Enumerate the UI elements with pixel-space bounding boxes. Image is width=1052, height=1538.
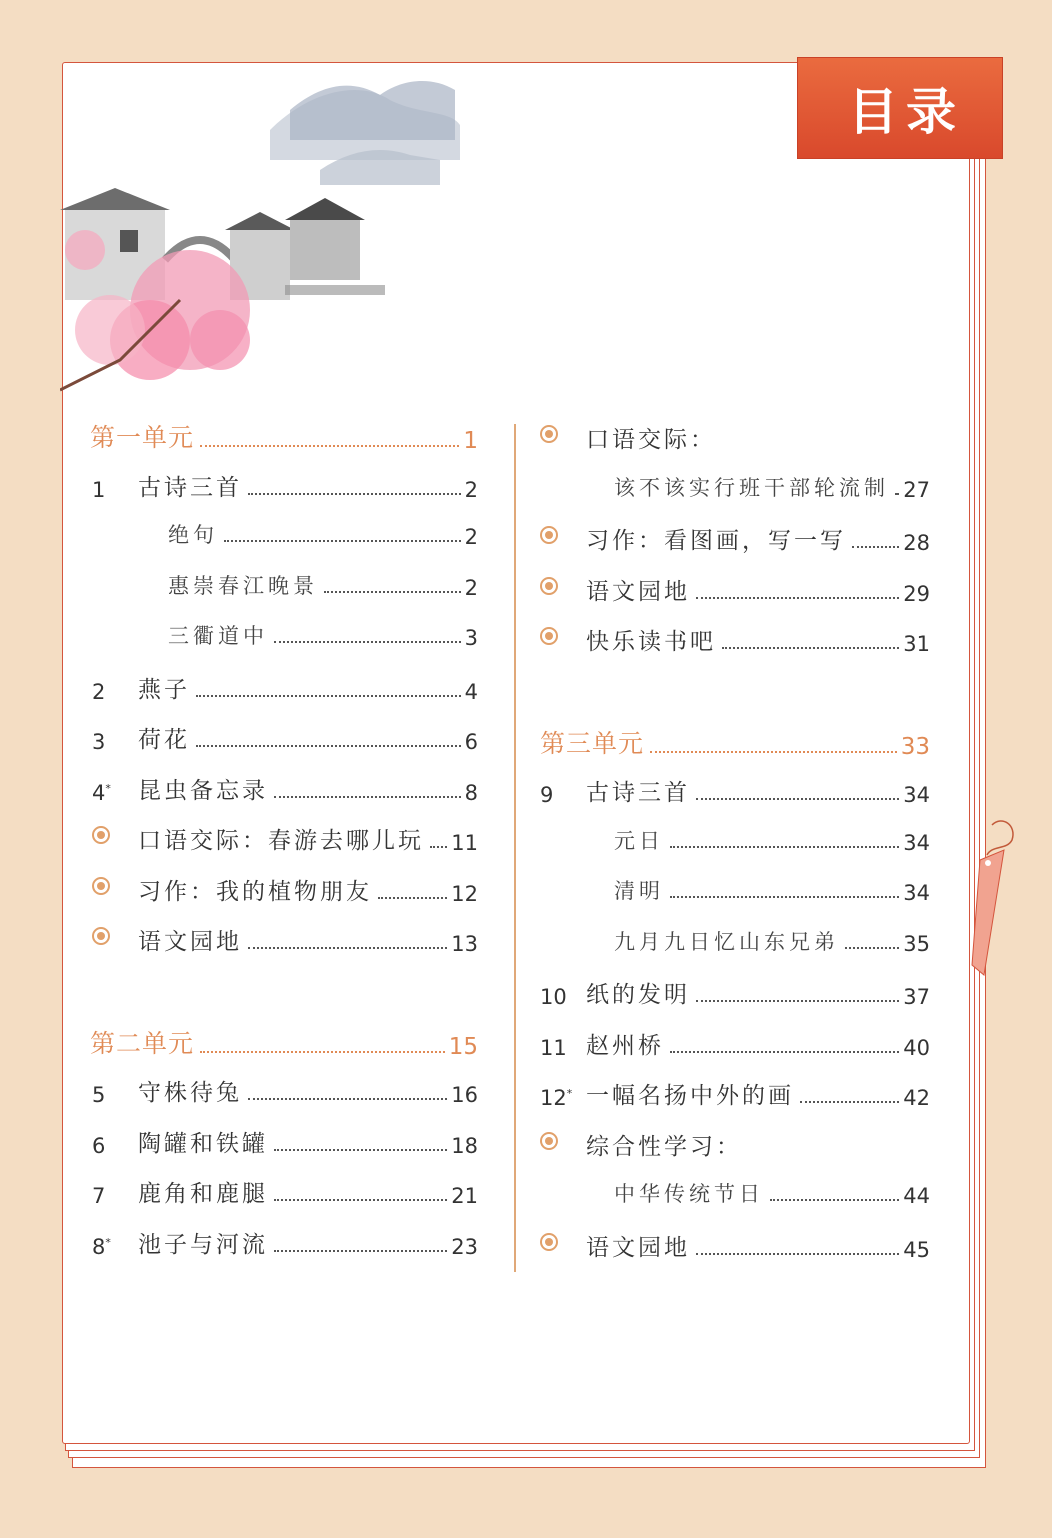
page-number: 12 [451,881,478,906]
toc-unit-heading[interactable] [540,724,930,760]
dot-leader [670,896,899,898]
toc-activity[interactable] [92,923,478,956]
toc-entry-title: 习作：看图画，写一写 [586,528,846,554]
toc-entry-title: 古诗三首 [138,474,242,501]
dot-leader [224,540,461,542]
page-number: 40 [903,1035,930,1060]
page-number: 28 [903,531,930,555]
lesson-number [92,478,138,502]
toc-lesson[interactable] [540,774,930,807]
activity-marker [92,877,138,906]
dot-leader [200,1051,445,1053]
circle-bullet-icon [540,577,558,595]
lesson-number [92,1134,138,1158]
circle-bullet-icon [92,927,110,945]
toc-entry-title: 赵州桥 [586,1032,664,1059]
dot-leader [248,493,461,495]
lesson-number [540,985,586,1009]
dot-leader [274,796,461,798]
activity-marker [540,627,586,656]
toc-lesson[interactable] [92,1226,478,1259]
toc-entry-title: 九月九日忆山东兄弟 [614,929,839,954]
circle-bullet-icon [540,526,558,544]
toc-lesson[interactable] [92,1175,478,1208]
page-number: 42 [903,1086,930,1110]
lesson-number-text: 2 [92,679,106,704]
toc-activity[interactable] [540,623,930,656]
page-number: 35 [903,931,930,956]
toc-entry-title: 中华传统节日 [614,1182,764,1206]
toc-entry-title: 快乐读书吧 [586,629,716,655]
toc-entry-title: 口语交际： [586,427,716,453]
lesson-number [92,781,138,805]
dot-leader [696,597,899,599]
toc-lesson[interactable] [92,671,478,704]
toc-lesson[interactable] [92,1125,478,1158]
dot-leader [845,947,899,949]
lesson-number-text: 4 [92,780,106,805]
page-number: 23 [451,1234,478,1259]
dot-leader [670,1051,899,1053]
circle-bullet-icon [540,1132,558,1150]
dot-leader [722,647,899,649]
lesson-number [540,1086,586,1110]
page-number: 3 [464,626,478,650]
toc-lesson[interactable] [92,772,478,805]
page-number: 11 [451,831,478,855]
toc-entry-title: 古诗三首 [586,780,690,806]
activity-marker [540,577,586,606]
page-number: 31 [903,632,930,656]
page-number: 34 [903,783,930,807]
lesson-number-text: 1 [92,477,106,502]
page-number: 8 [464,780,478,805]
toc-entry-title: 第三单元 [540,728,645,758]
toc-activity[interactable] [92,873,478,906]
page-number: 45 [903,1237,930,1262]
page-number: 4 [464,679,478,704]
lesson-number-text: 7 [92,1184,106,1208]
page-number: 1 [463,428,478,454]
toc-subitem[interactable] [614,1178,930,1208]
lesson-number-text: 6 [92,1133,106,1158]
lesson-number [92,1083,138,1107]
optional-star-icon: * [105,1235,111,1249]
page-title: 目录 [848,83,964,141]
lesson-number-text: 9 [540,783,554,807]
circle-bullet-icon [92,877,110,895]
page-number: 37 [903,985,930,1009]
lesson-number [92,1235,138,1259]
dot-leader [800,1101,899,1103]
dot-leader [696,1253,899,1255]
dot-leader [196,745,461,747]
lesson-number [540,783,586,807]
toc-activity-heading[interactable] [540,1128,930,1161]
toc-entry-title: 鹿角和鹿腿 [138,1181,268,1207]
toc-lesson[interactable] [92,721,478,754]
toc-activity[interactable] [92,822,478,855]
toc-entry-title: 语文园地 [586,578,690,605]
toc-entry-title: 燕子 [138,676,190,703]
toc-entry-title: 纸的发明 [586,982,690,1008]
dot-leader [196,695,461,697]
dot-leader [378,897,447,899]
page-number: 34 [903,830,930,855]
toc-subitem[interactable] [168,570,478,600]
lesson-number-text: 10 [540,985,567,1009]
page-number: 27 [903,477,930,502]
lesson-number-text: 5 [92,1083,106,1107]
toc-entry-title: 池子与河流 [138,1231,268,1258]
dot-leader [200,445,459,447]
page-number: 21 [451,1184,478,1208]
toc-activity[interactable] [540,522,930,555]
page-number: 15 [448,1033,478,1060]
page-number: 34 [903,881,930,905]
lesson-number [540,1036,586,1060]
toc-entry-title: 陶罐和铁罐 [138,1130,268,1157]
activity-marker [92,927,138,956]
dot-leader [248,1098,447,1100]
toc-lesson[interactable] [540,1027,930,1060]
lesson-number-text: 3 [92,730,106,754]
toc-activity-heading[interactable] [540,421,930,454]
page-number: 13 [451,932,478,956]
toc-unit-heading[interactable] [90,418,478,454]
toc-lesson[interactable] [92,1074,478,1107]
toc-entry-title: 第二单元 [90,1028,195,1058]
toc-entry-title: 惠崇春江晚景 [168,573,318,598]
toc-entry-title: 绝句 [168,523,218,547]
dot-leader [274,641,461,643]
toc-entry-title: 元日 [614,828,664,853]
toc-entry-title: 该不该实行班干部轮流制 [614,475,889,500]
dot-leader [670,846,899,848]
toc-entry-title: 守株待兔 [138,1080,242,1106]
toc-lesson[interactable] [92,469,478,502]
activity-marker [540,526,586,555]
toc-activity[interactable] [540,573,930,606]
toc-subitem[interactable] [614,825,930,855]
toc-lesson[interactable] [540,976,930,1009]
toc-activity[interactable] [540,1229,930,1262]
dot-leader [274,1199,447,1201]
lesson-number-text: 8 [92,1234,106,1259]
toc-entry-title: 荷花 [138,727,190,753]
toc-entry-title: 昆虫备忘录 [138,777,268,804]
optional-star-icon: * [105,781,111,795]
toc-subitem[interactable] [614,926,930,956]
bookmark-tag [962,815,1022,995]
toc-subitem[interactable] [614,875,930,905]
toc-entry-title: 第一单元 [90,423,195,452]
toc-subitem[interactable] [168,620,478,650]
dot-leader [430,846,447,848]
circle-bullet-icon [540,1233,558,1251]
page-number: 18 [451,1133,478,1158]
activity-marker [540,425,586,454]
dot-leader [248,947,447,949]
toc-entry-title: 清明 [614,879,664,903]
dot-leader [324,591,461,593]
dot-leader [696,1000,899,1002]
circle-bullet-icon [92,826,110,844]
lesson-number-text: 11 [540,1035,567,1060]
dot-leader [274,1149,447,1151]
circle-bullet-icon [540,425,558,443]
toc-entry-title: 综合性学习： [586,1133,742,1160]
toc-unit-heading[interactable] [90,1024,478,1060]
page-number: 2 [464,477,478,502]
toc-subitem[interactable] [614,472,930,502]
page-number: 29 [903,581,930,606]
optional-star-icon: * [566,1087,573,1100]
toc-lesson[interactable] [540,1077,930,1110]
column-divider [514,424,516,1272]
toc-entry-title: 口语交际：春游去哪儿玩 [138,828,424,854]
activity-marker [92,826,138,855]
dot-leader [895,493,899,495]
circle-bullet-icon [540,627,558,645]
lesson-number [92,1184,138,1208]
landscape-illustration [60,70,460,400]
toc-entry-title: 一幅名扬中外的画 [586,1083,794,1109]
dot-leader [274,1250,447,1252]
toc-subitem[interactable] [168,519,478,549]
page-number: 16 [451,1083,478,1107]
page-number: 33 [900,733,930,760]
page-number: 44 [903,1184,930,1208]
toc-entry-title: 习作：我的植物朋友 [138,878,372,905]
page-number: 6 [464,730,478,754]
dot-leader [852,546,899,548]
dot-leader [770,1199,899,1201]
activity-marker [540,1132,586,1161]
page-number: 2 [464,575,478,600]
toc-entry-title: 三衢道中 [168,624,268,648]
page-number: 2 [464,525,478,549]
toc-entry-title: 语文园地 [138,929,242,955]
activity-marker [540,1233,586,1262]
lesson-number [92,680,138,704]
lesson-number-text: 12 [540,1086,567,1110]
dot-leader [696,798,899,800]
lesson-number [92,730,138,754]
dot-leader [650,751,897,753]
toc-entry-title: 语文园地 [586,1234,690,1261]
